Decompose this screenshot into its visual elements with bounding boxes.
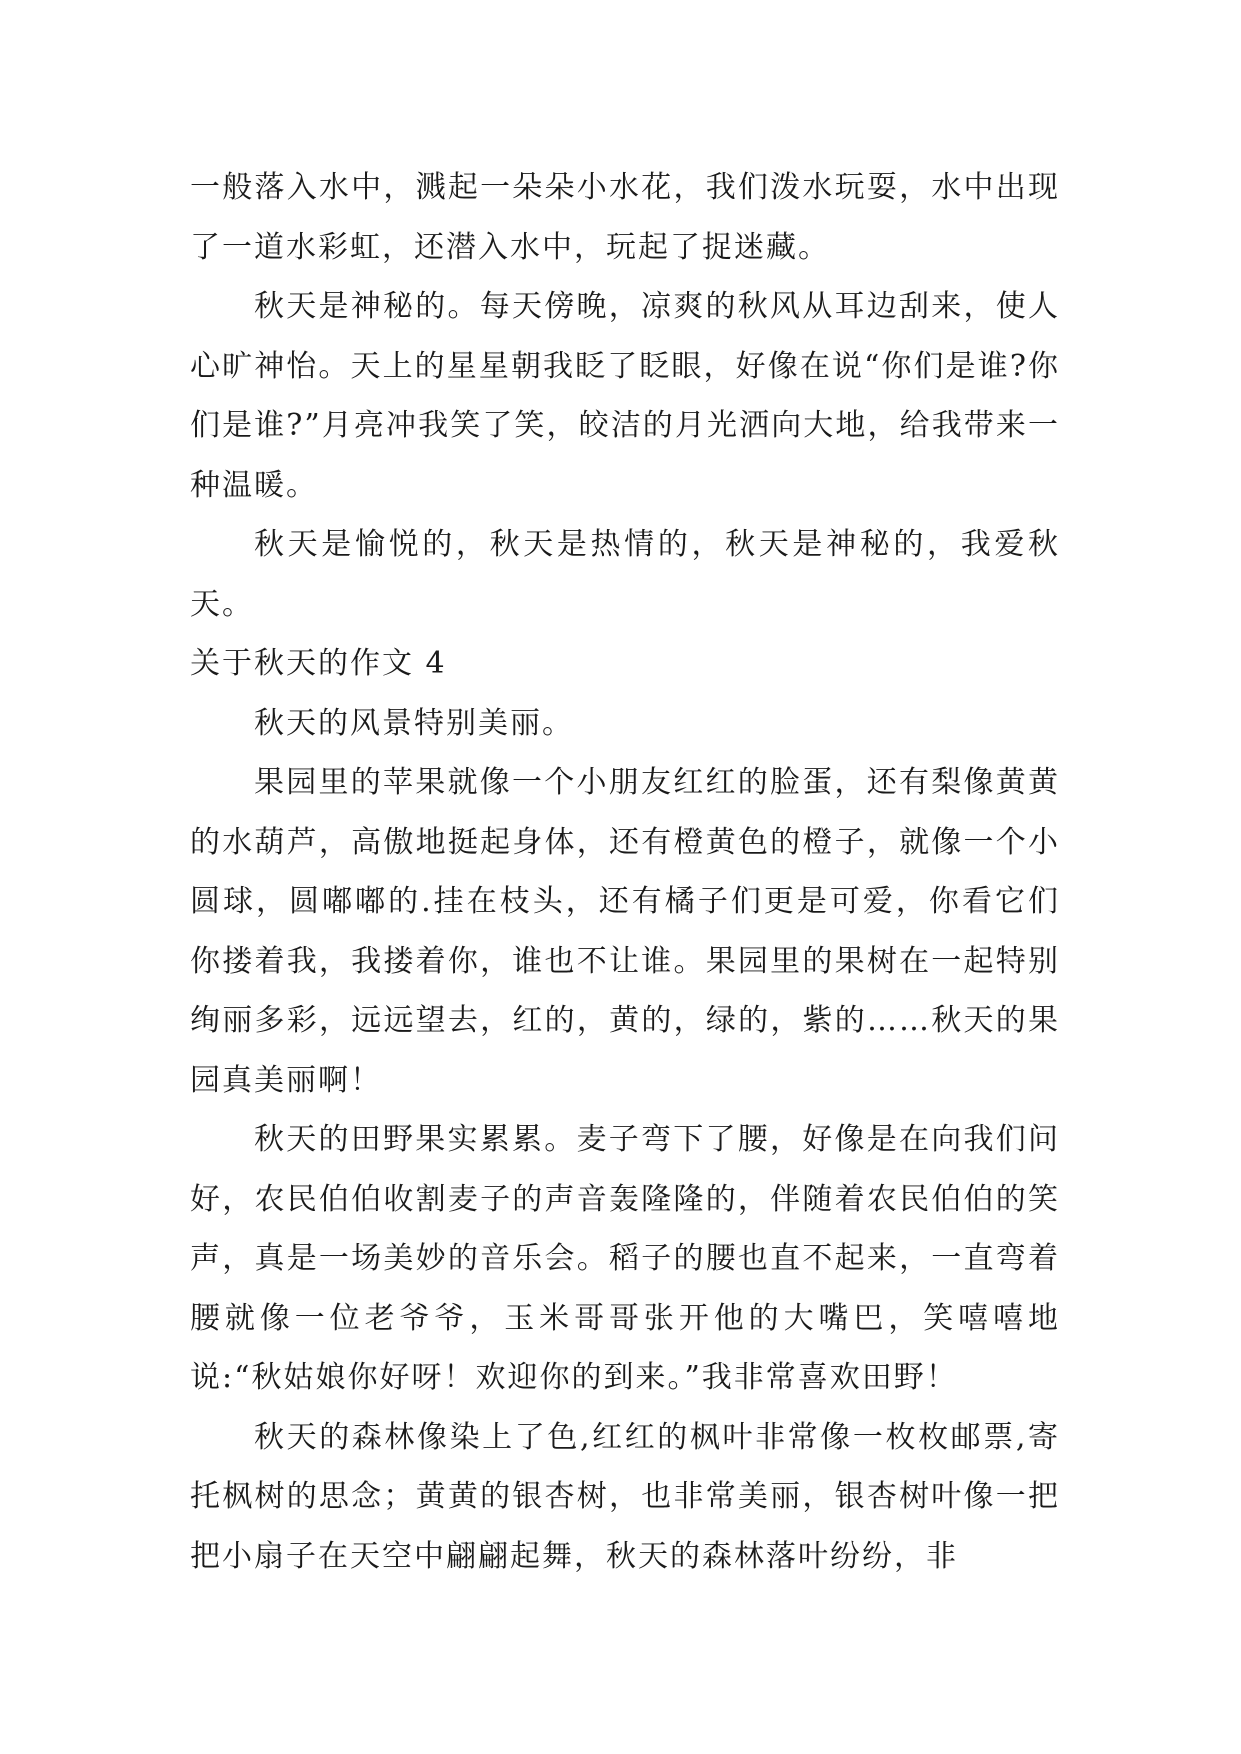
essay-heading: 关于秋天的作文 4	[190, 646, 447, 681]
paragraph-mysterious-autumn: 秋天是神秘的。每天傍晚，凉爽的秋风从耳边刮来，使人心旷神怡。天上的星星朝我眨了眨眼，好像在说“你们是谁?你们是谁?”月亮冲我笑了笑，皎洁的月光洒向大地，给我带来一种温暖。	[190, 289, 1060, 503]
paragraph-orchard: 果园里的苹果就像一个小朋友红红的脸蛋，还有梨像黄黄的水葫芦，高傲地挺起身体，还有橙黄色的橙子，就像一个小圆球，圆嘟嘟的.挂在枝头，还有橘子们更是可爱，你看它们你搂着我，我搂着你，谁也不让谁。果园里的果树在一起特别绚丽多彩，远远望去，红的，黄的，绿的，紫的……秋天的果园真美丽啊！	[190, 765, 1060, 1098]
paragraph-fields: 秋天的田野果实累累。麦子弯下了腰，好像是在向我们问好，农民伯伯收割麦子的声音轰隆隆的，伴随着农民伯伯的笑声，真是一场美妙的音乐会。稻子的腰也直不起来，一直弯着腰就像一位老爷爷，玉米哥哥张开他的大嘴巴，笑嘻嘻地说:“秋姑娘你好呀！欢迎你的到来。”我非常喜欢田野！	[190, 1122, 1060, 1395]
paragraph-scenery: 秋天的风景特别美丽。	[254, 705, 574, 741]
paragraph-love-autumn: 秋天是愉悦的，秋天是热情的，秋天是神秘的，我爱秋天。	[190, 527, 1060, 622]
document-page	[190, 158, 1060, 1586]
paragraph-continuation: 一般落入水中，溅起一朵朵小水花，我们泼水玩耍，水中出现了一道水彩虹，还潜入水中，玩起了捉迷藏。	[190, 170, 1060, 265]
paragraph-forest: 秋天的森林像染上了色,红红的枫叶非常像一枚枚邮票,寄托枫树的思念；黄黄的银杏树，也非常美丽，银杏树叶像一把把小扇子在天空中翩翩起舞，秋天的森林落叶纷纷，非	[190, 1419, 1060, 1574]
